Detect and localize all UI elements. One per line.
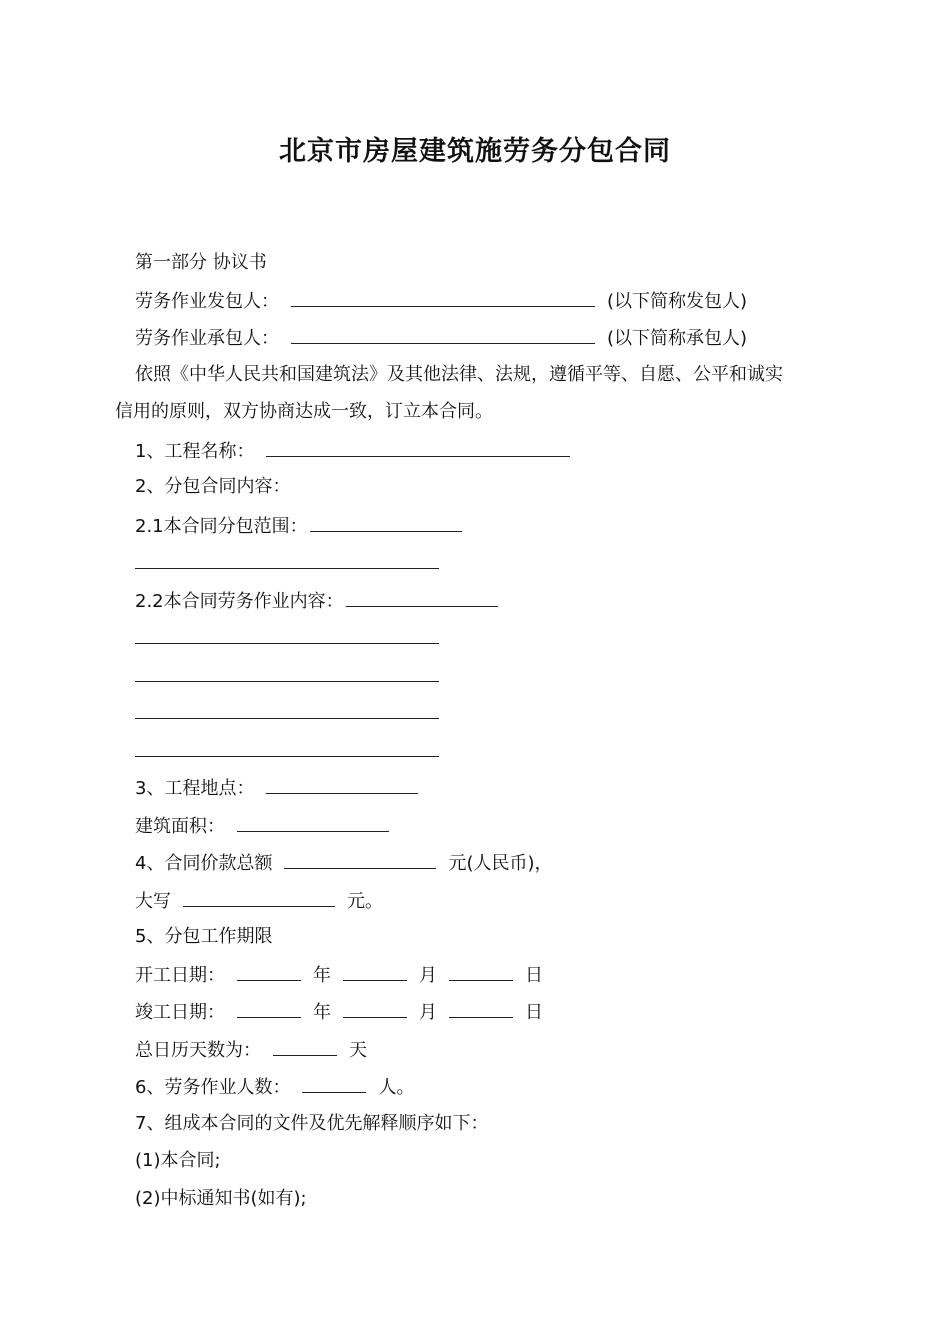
subcontractor-line: [135, 323, 747, 351]
labor-extra-blank-2[interactable]: [135, 661, 439, 682]
project-name-line: [135, 436, 572, 464]
subcontract-content-heading: 2、分包合同内容：: [135, 476, 291, 497]
scope-extra-blank[interactable]: [135, 548, 439, 569]
scope-label: 2.1本合同分包范围：: [135, 516, 308, 537]
year-label: 年: [313, 965, 331, 986]
scope-blank[interactable]: [310, 511, 462, 532]
end-day-blank[interactable]: [449, 997, 513, 1018]
day-label: 日: [525, 965, 543, 986]
contractor-line: [135, 286, 747, 314]
document-item-1: (1)本合同;: [135, 1150, 221, 1171]
contractor-label: 劳务作业发包人：: [135, 291, 279, 312]
start-date-label: 开工日期：: [135, 965, 225, 986]
labor-content-blank[interactable]: [346, 586, 498, 607]
total-days-line: [135, 1035, 367, 1063]
month-label: 月: [419, 1002, 437, 1023]
price-words-line: [135, 886, 383, 914]
period-heading: 5、分包工作期限: [135, 926, 273, 947]
start-month-blank[interactable]: [343, 960, 407, 981]
labor-extra-blank-1[interactable]: [135, 623, 439, 644]
part-heading: 第一部分 协议书: [135, 252, 267, 273]
start-day-blank[interactable]: [449, 960, 513, 981]
subcontractor-blank[interactable]: [291, 323, 595, 344]
start-date-line: [135, 960, 543, 988]
price-words-blank[interactable]: [183, 886, 335, 907]
price-label: 4、合同价款总额: [135, 853, 273, 874]
labor-extra-line-4: [135, 736, 441, 764]
labor-extra-line-3: [135, 698, 441, 726]
document-title: 北京市房屋建筑施劳务分包合同: [279, 136, 671, 167]
year-label: 年: [313, 1002, 331, 1023]
price-unit: 元(人民币)，: [448, 853, 553, 874]
location-line: [135, 773, 420, 801]
workers-label: 6、劳务作业人数：: [135, 1077, 291, 1098]
contractor-note: (以下简称发包人): [607, 291, 748, 312]
labor-extra-line-2: [135, 661, 441, 689]
price-blank[interactable]: [284, 848, 436, 869]
subcontractor-label: 劳务作业承包人：: [135, 328, 279, 349]
document-item-2: (2)中标通知书(如有);: [135, 1188, 307, 1209]
month-label: 月: [419, 965, 437, 986]
labor-extra-blank-4[interactable]: [135, 736, 439, 757]
contractor-blank[interactable]: [291, 286, 595, 307]
area-line: [135, 811, 391, 839]
start-year-blank[interactable]: [237, 960, 301, 981]
area-label: 建筑面积：: [135, 816, 225, 837]
price-words-label: 大写: [135, 891, 171, 912]
labor-extra-blank-3[interactable]: [135, 698, 439, 719]
workers-line: [135, 1072, 414, 1100]
total-days-label: 总日历天数为：: [135, 1040, 261, 1061]
labor-extra-line-1: [135, 623, 441, 651]
preamble-line-2: 信用的原则，双方协商达成一致，订立本合同。: [115, 401, 493, 422]
scope-extra-line: [135, 548, 441, 576]
documents-heading: 7、组成本合同的文件及优先解释顺序如下：: [135, 1113, 489, 1134]
price-words-unit: 元。: [347, 891, 383, 912]
subcontractor-note: (以下简称承包人): [607, 328, 748, 349]
labor-content-line: [135, 586, 500, 614]
location-label: 3、工程地点：: [135, 778, 255, 799]
location-blank[interactable]: [266, 773, 418, 794]
end-month-blank[interactable]: [343, 997, 407, 1018]
preamble-line-1: 依照《中华人民共和国建筑法》及其他法律、法规，遵循平等、自愿、公平和诚实: [135, 364, 783, 385]
project-name-blank[interactable]: [266, 436, 570, 457]
project-name-label: 1、工程名称：: [135, 441, 255, 462]
price-line: [135, 848, 553, 876]
workers-unit: 人。: [378, 1077, 415, 1098]
scope-line: [135, 511, 464, 539]
end-date-label: 竣工日期：: [135, 1002, 225, 1023]
area-blank[interactable]: [237, 811, 389, 832]
total-days-blank[interactable]: [273, 1035, 337, 1056]
labor-content-label: 2.2本合同劳务作业内容：: [135, 591, 344, 612]
end-date-line: [135, 997, 543, 1025]
end-year-blank[interactable]: [237, 997, 301, 1018]
days-unit: 天: [349, 1040, 367, 1061]
workers-blank[interactable]: [302, 1072, 366, 1093]
day-label: 日: [525, 1002, 543, 1023]
